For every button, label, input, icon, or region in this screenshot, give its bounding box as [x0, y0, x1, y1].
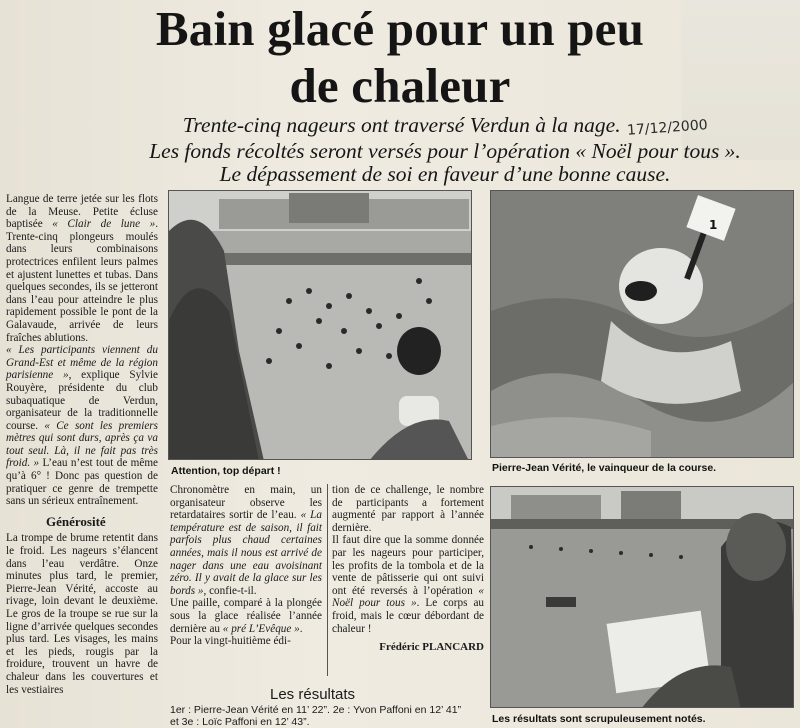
photo-winner — [490, 190, 794, 458]
handwritten-date: 17/12/2000 — [626, 117, 708, 139]
author-signature: Frédéric PLANCARD — [379, 641, 484, 654]
paragraph: Il faut dire que la somme donnée par les nageurs pour participer, les profits de la tombola et de la vente de pâtisserie qui ont suivi ont été reversés à l’opération « Noël pour tous ». Le corps au froid, mais le cœur débordant de chaleur ! — [332, 534, 484, 635]
photo-caption-winner: Pierre-Jean Vérité, le vainqueur de la course. — [492, 462, 717, 474]
photo-results-illustration — [491, 487, 794, 708]
photo-start-of-race — [168, 190, 472, 460]
article-column-3 — [332, 484, 484, 654]
headline — [100, 0, 700, 114]
deck-line-3: Le dépassement de soi en faveur d’une bonne cause. — [219, 162, 671, 186]
results-heading: Les résultats — [270, 686, 356, 703]
paragraph: Une paille, comparé à la plongée sous la glace réalisée l’année dernière au « pré L’Evêque ». — [170, 597, 322, 635]
deck-line-1: Trente-cinq nageurs ont traversé Verdun à la nage. 17/12/2000 — [110, 114, 780, 140]
article-column-2 — [170, 484, 322, 648]
photo-caption-results: Les résultats sont scrupuleusement notés. — [492, 713, 706, 725]
results-list — [170, 704, 488, 728]
photo-winner-illustration — [491, 191, 794, 458]
section-subhead: Générosité — [46, 513, 106, 529]
paragraph: Pour la vingt-huitième édi- — [170, 635, 291, 648]
results-line-1: 1er : Pierre-Jean Vérité en 11’ 22”. 2e : Yvon Paffoni en 12’ 41” — [170, 704, 462, 716]
swimmer-number: 1 — [709, 218, 718, 232]
column-rule — [327, 484, 328, 676]
paragraph: Langue de terre jetée sur les flots de la Meuse. Petite écluse baptisée « Clair de lune ». Trente-cinq plongeurs moulés dans leurs combinaisons protectrices enfilent leurs palmes et ajustent lunettes et tubas. Dans quelques secondes, ils se jetteront dans l’eau pour atteindre le plus rapidement possible le pont de la Galavaude, arrivée de leurs fraîches ablutions. — [6, 193, 159, 344]
subheadline — [110, 114, 780, 186]
paragraph: Chronomètre en main, un organisateur observe les retardataires sortir de l’eau. « La température est de saison, il fait parfois plus chaud certaines années, mais il nous est arrivé de nager dans une eau avoisinant zéro. Il y avait de la glace sur les bords », confie-t-il. — [170, 484, 322, 597]
results-line-2: et 3e : Loïc Paffoni en 12’ 43”. — [170, 716, 310, 728]
article-column-1 — [6, 193, 158, 696]
paragraph: tion de ce challenge, le nombre de participants a fortement augmenté par rapport à l’année dernière. — [332, 484, 484, 534]
paragraph: « Les participants viennent du Grand-Est et même de la région parisienne », explique Sylvie Rouyère, présidente du club subaquatique de Verdun, organisateur de la traditionnelle course. « Ce sont les premiers mètres qui sont durs, après ça va tout seul. Là, il ne fait pas très froid. » L’eau n’est tout de même qu’à 6° ! Donc pas question de pratiquer ce genre de trempette sans un sérieux entraînement. — [6, 344, 158, 508]
photo-start-illustration — [169, 191, 472, 460]
headline-line-1: Bain glacé pour un peu — [155, 1, 645, 56]
deck-line-2: Les fonds récoltés seront versés pour l’opération « Noël pour tous ». — [149, 139, 741, 163]
photo-results-noted — [490, 486, 794, 708]
photo-caption-start: Attention, top départ ! — [171, 465, 281, 477]
headline-line-2: de chaleur — [289, 58, 511, 113]
paragraph: La trompe de brume retentit dans le froid. Les nageurs s’élancent dans l’eau verdâtre. Onze minutes plus tard, le premier, Pierre-Jean Vérité, accoste au rivage, loin devant le deuxième. Le gros de la troupe se rue sur la ligne d’arrivée quelques secondes plus tard. Les visages, les mains et les pieds, rougis par la froidure, trouvent un havre de chaleur dans les couvertures et les vestiaires — [6, 532, 158, 696]
